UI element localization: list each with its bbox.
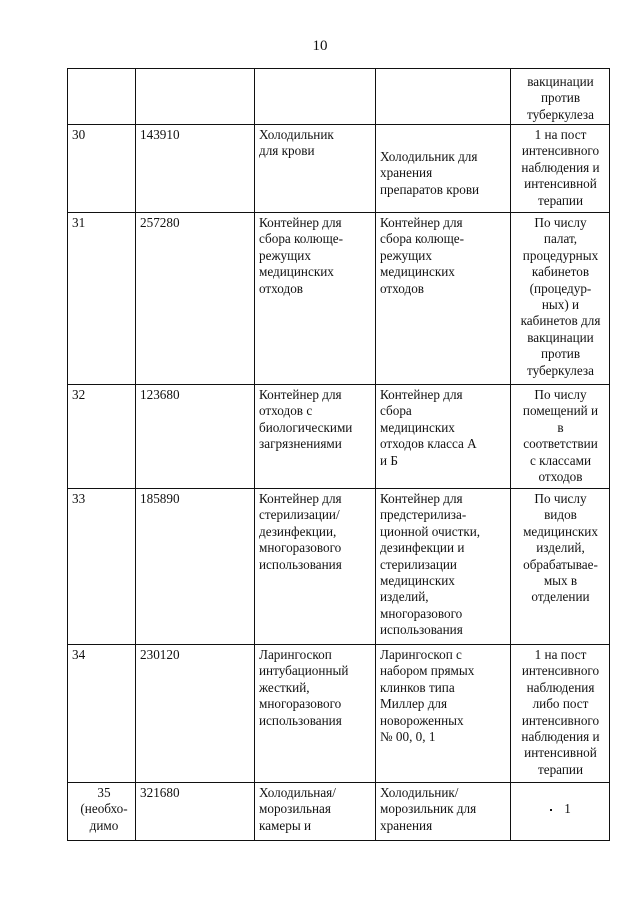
row-name: Контейнер для отходов с биологическими загрязнениями (255, 385, 376, 489)
row-quantity (511, 783, 610, 841)
row-code: 257280 (136, 213, 255, 385)
row-name: Ларингоскоп интубационный жесткий, многоразового использования (255, 645, 376, 783)
row-quantity: По числу видов медицинских изделий, обрабатывае- мых в отделении (511, 489, 610, 645)
equipment-table (67, 68, 610, 841)
row-code: 321680 (136, 783, 255, 841)
row-purpose: Контейнер для сбора колюще- режущих медицинских отходов (376, 213, 511, 385)
row-code: 185890 (136, 489, 255, 645)
row-number: 35 (необхо- димо (68, 783, 136, 841)
page-number: 10 (312, 38, 328, 54)
row-quantity: По числу помещений и в соответствии с классами отходов (511, 385, 610, 489)
row-number: 30 (68, 125, 136, 213)
table-row (68, 385, 610, 489)
table-row (68, 783, 610, 841)
row-number: 31 (68, 213, 136, 385)
row-quantity: 1 на пост интенсивного наблюдения либо пост интенсивного наблюдения и интенсивной терапии (511, 645, 610, 783)
row-code (136, 69, 255, 125)
table-row (68, 213, 610, 385)
row-purpose: Холодильник для хранения препаратов крови (376, 125, 511, 213)
row-number: 32 (68, 385, 136, 489)
row-name: Контейнер для сбора колюще- режущих медицинских отходов (255, 213, 376, 385)
table-row (68, 645, 610, 783)
row-quantity: вакцинации против туберкулеза (511, 69, 610, 125)
row-quantity: По числу палат, процедурных кабинетов (процедур- ных) и кабинетов для вакцинации против туберкулеза (511, 213, 610, 385)
row-quantity-value: 1 (564, 801, 571, 816)
row-purpose: Холодильник/ морозильник для хранения (376, 783, 511, 841)
row-number: 33 (68, 489, 136, 645)
stray-mark (550, 809, 552, 811)
row-purpose: Ларингоскоп с набором прямых клинков типа Миллер для новороженных № 00, 0, 1 (376, 645, 511, 783)
table-row (68, 69, 610, 125)
row-code: 143910 (136, 125, 255, 213)
row-purpose (376, 69, 511, 125)
row-name: Холодильная/ морозильная камеры и (255, 783, 376, 841)
row-quantity: 1 на пост интенсивного наблюдения и интенсивной терапии (511, 125, 610, 213)
row-name (255, 69, 376, 125)
row-purpose: Контейнер для предстерилиза- ционной очистки, дезинфекции и стерилизации медицинских изделий, многоразового использования (376, 489, 511, 645)
row-code: 230120 (136, 645, 255, 783)
row-number (68, 69, 136, 125)
row-name: Контейнер для стерилизации/ дезинфекции, многоразового использования (255, 489, 376, 645)
table-row (68, 125, 610, 213)
row-code: 123680 (136, 385, 255, 489)
row-number: 34 (68, 645, 136, 783)
row-name: Холодильник для крови (255, 125, 376, 213)
row-purpose: Контейнер для сбора медицинских отходов класса А и Б (376, 385, 511, 489)
table-row (68, 489, 610, 645)
